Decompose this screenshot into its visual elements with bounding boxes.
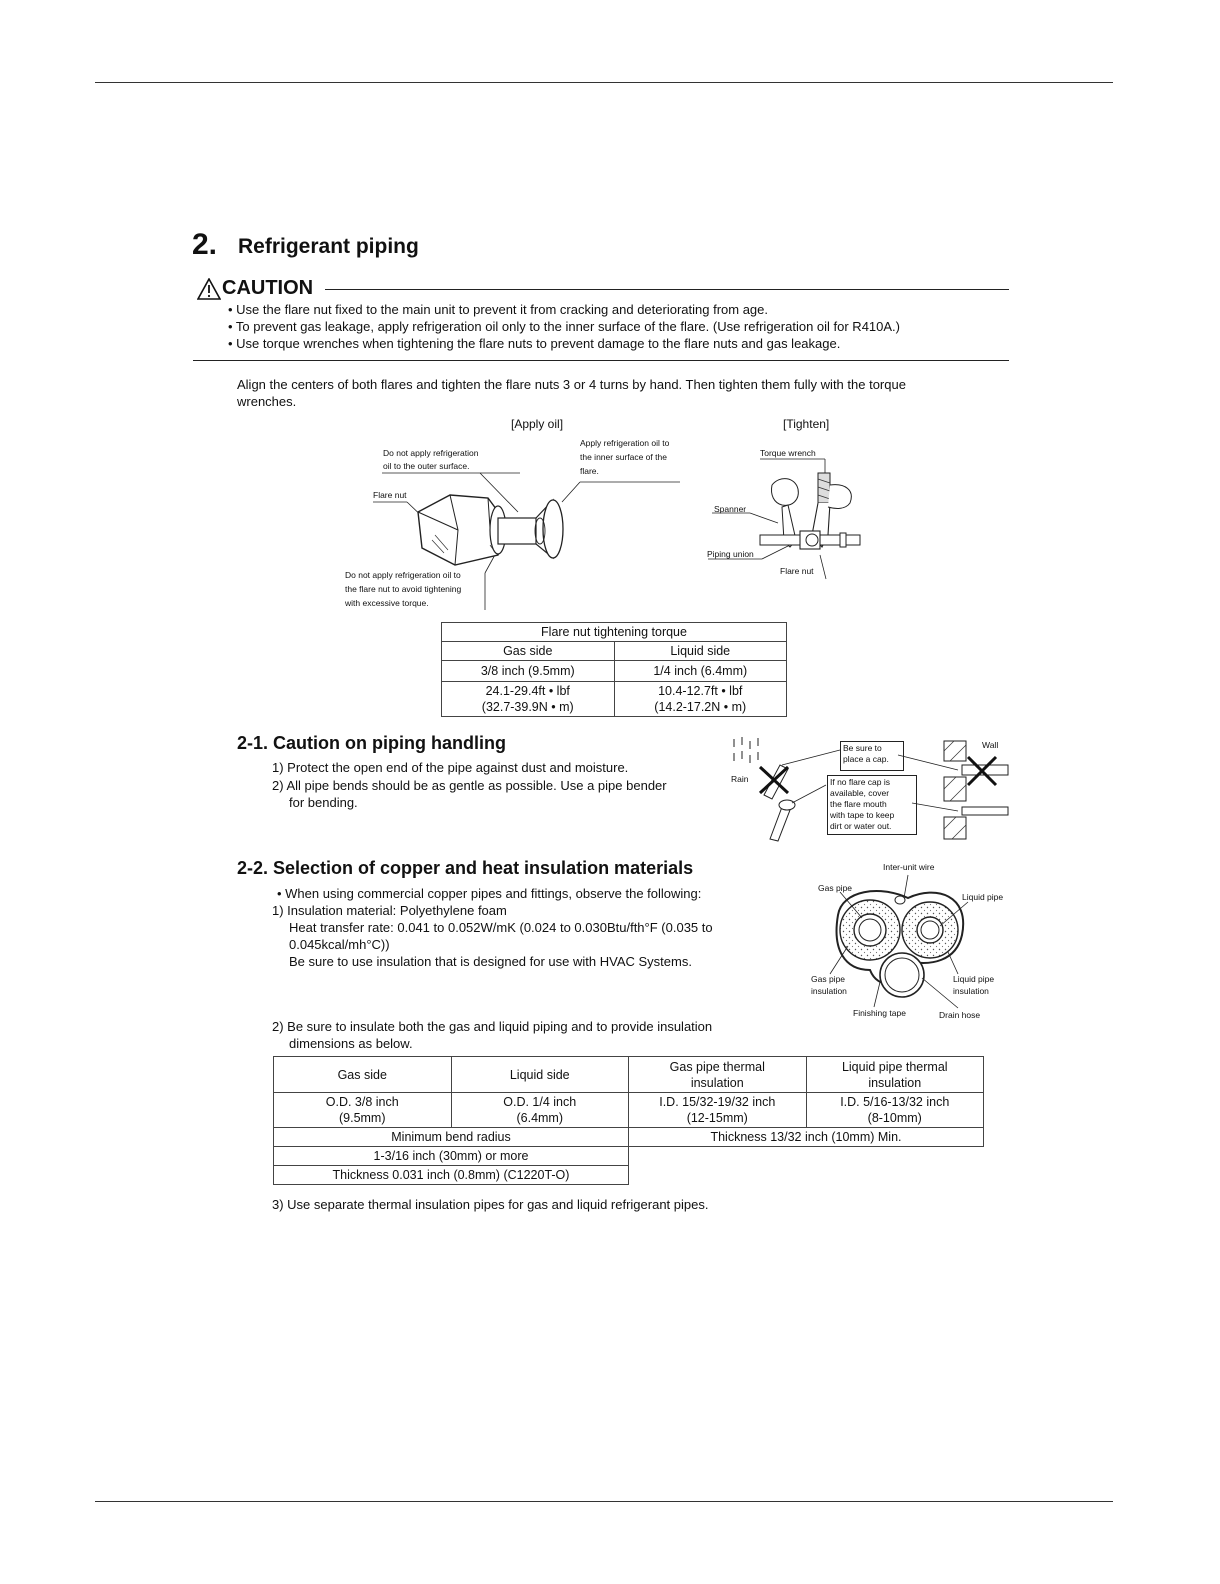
tighten-drawing <box>700 455 870 585</box>
section-title: Refrigerant piping <box>238 235 419 258</box>
ins-cell-line: O.D. 3/8 inch <box>325 1095 399 1109</box>
caution-rule <box>325 289 1009 290</box>
materials-bullet: • When using commercial copper pipes and fittings, observe the following: <box>277 886 702 901</box>
torque-value: 10.4-12.7ft • lbf <box>658 684 743 698</box>
materials-item-2-line-2: dimensions as below. <box>289 1036 413 1051</box>
tighten-heading: [Tighten] <box>783 417 830 431</box>
ins-cell-line: (12-15mm) <box>686 1111 748 1125</box>
fig-liquid-pipe: Liquid pipe <box>962 892 1004 902</box>
label-outer-1: Do not apply refrigeration <box>383 448 479 458</box>
fig-gas-pipe: Gas pipe <box>818 883 853 893</box>
ins-bend-value: 1-3/16 inch (30mm) or more <box>274 1147 629 1166</box>
ins-cell <box>806 1093 984 1128</box>
tape-callout-line: If no flare cap is <box>830 777 891 787</box>
insulation-table <box>273 1056 984 1185</box>
ins-header-line: Gas pipe thermal <box>669 1059 765 1074</box>
handling-item-2b: for bending. <box>289 795 358 810</box>
materials-item-3: 3) Use separate thermal insulation pipes for gas and liquid refrigerant pipes. <box>272 1197 709 1212</box>
materials-item-1-line-2: Heat transfer rate: 0.041 to 0.052W/mK (0.024 to 0.030Btu/fth°F (0.035 to <box>289 920 713 935</box>
ins-pipe-thickness: Thickness 0.031 inch (0.8mm) (C1220T-O) <box>274 1166 629 1185</box>
caution-bullet-1: • Use the flare nut fixed to the main unit to prevent it from cracking and deteriorating from age. <box>228 302 768 317</box>
label-nut-3: with excessive torque. <box>345 598 429 608</box>
ins-cell-line: I.D. 5/16-13/32 inch <box>840 1095 950 1109</box>
tape-callout-line: with tape to keep <box>830 810 895 820</box>
label-inner-1: Apply refrigeration oil to <box>580 438 670 448</box>
ins-cell-line: (6.4mm) <box>516 1111 564 1125</box>
intro-line-1: Align the centers of both flares and tighten the flare nuts 3 or 4 turns by hand. Then tighten them fully with the torque <box>237 377 906 392</box>
torque-header-liquid: Liquid side <box>614 642 787 661</box>
materials-title: 2-2. Selection of copper and heat insulation materials <box>237 858 694 878</box>
torque-cell <box>442 682 615 717</box>
ins-cell-line: O.D. 1/4 inch <box>503 1095 577 1109</box>
label-inner-2: the inner surface of the <box>580 452 667 462</box>
handling-item-2: 2) All pipe bends should be as gentle as possible. Use a pipe bender <box>272 778 667 793</box>
section-number: 2. <box>192 228 218 261</box>
ins-header-gas-insulation <box>629 1057 807 1093</box>
insulation-drawing <box>800 870 1000 1010</box>
tape-callout-line: the flare mouth <box>830 799 887 809</box>
tape-callout-line: available, cover <box>830 788 890 798</box>
label-outer-2: oil to the outer surface. <box>383 461 470 471</box>
ins-cell-line: I.D. 15/32-19/32 inch <box>659 1095 776 1109</box>
fig-inter-unit-wire: Inter-unit wire <box>883 862 935 872</box>
materials-item-1-line-4: Be sure to use insulation that is designed for use with HVAC Systems. <box>289 954 692 969</box>
ins-cell <box>274 1093 452 1128</box>
ins-header-line: Liquid pipe thermal <box>841 1059 948 1074</box>
torque-cell <box>614 682 787 717</box>
label-piping-union: Piping union <box>707 549 754 559</box>
caution-bottom-rule <box>193 360 1009 361</box>
torque-value: (32.7-39.9N • m) <box>481 700 574 714</box>
caution-bullet-3: • Use torque wrenches when tightening the flare nuts to prevent damage to the flare nuts and gas leakage. <box>228 336 841 351</box>
handling-drawing <box>730 735 1010 845</box>
caution-bullet-2: • To prevent gas leakage, apply refrigeration oil only to the inner surface of the flare. (Use refrigeration oil for R410A.) <box>228 319 901 334</box>
intro-line-2: wrenches. <box>237 394 297 409</box>
fig-finishing-tape: Finishing tape <box>853 1008 906 1018</box>
fig-liquid-insulation-2: insulation <box>953 986 989 996</box>
ins-header-line: insulation <box>690 1075 744 1090</box>
materials-item-1-line-3: 0.045kcal/mh°C)) <box>289 937 390 952</box>
label-nut-1: Do not apply refrigeration oil to <box>345 570 461 580</box>
flare-nut-drawing <box>340 440 690 615</box>
label-rain: Rain <box>731 774 749 784</box>
materials-item-2: 2) Be sure to insulate both the gas and liquid piping and to provide insulation <box>272 1019 713 1034</box>
torque-value: 24.1-29.4ft • lbf <box>485 684 570 698</box>
label-wall: Wall <box>982 740 999 750</box>
label-spanner: Spanner <box>714 504 747 514</box>
torque-table-title: Flare nut tightening torque <box>442 623 787 642</box>
handling-title: 2-1. Caution on piping handling <box>237 733 506 753</box>
cap-callout-line: place a cap. <box>843 754 889 764</box>
label-torque-wrench: Torque wrench <box>760 448 816 458</box>
materials-item-1: 1) Insulation material: Polyethylene foam <box>272 903 507 918</box>
apply-oil-heading: [Apply oil] <box>511 417 564 431</box>
ins-cell-line: (9.5mm) <box>338 1111 386 1125</box>
label-nut-2: the flare nut to avoid tightening <box>345 584 462 594</box>
label-inner-3: flare. <box>580 466 599 476</box>
cap-callout-line: Be sure to <box>843 743 882 753</box>
caution-label: CAUTION <box>222 277 314 299</box>
handling-item-1: 1) Protect the open end of the pipe against dust and moisture. <box>272 760 629 775</box>
ins-cell-line: (8-10mm) <box>867 1111 922 1125</box>
torque-value: (14.2-17.2N • m) <box>654 700 747 714</box>
ins-header-liquid-insulation <box>806 1057 984 1093</box>
torque-table <box>441 622 787 717</box>
ins-header-line: insulation <box>868 1075 922 1090</box>
ins-min-bend: Minimum bend radius <box>274 1128 629 1147</box>
ins-empty-cell <box>629 1147 984 1185</box>
ins-header-gas: Gas side <box>274 1057 452 1093</box>
torque-cell: 3/8 inch (9.5mm) <box>442 661 615 682</box>
tape-callout-line: dirt or water out. <box>830 821 892 831</box>
warning-icon <box>197 278 221 300</box>
fig-liquid-insulation-1: Liquid pipe <box>953 974 995 984</box>
label-tighten-flare-nut: Flare nut <box>780 566 814 576</box>
ins-cell <box>629 1093 807 1128</box>
fig-drain-hose: Drain hose <box>939 1010 981 1020</box>
torque-cell: 1/4 inch (6.4mm) <box>614 661 787 682</box>
ins-header-liquid: Liquid side <box>451 1057 629 1093</box>
fig-gas-insulation-2: insulation <box>811 986 847 996</box>
fig-gas-insulation-1: Gas pipe <box>811 974 846 984</box>
bottom-rule <box>95 1501 1113 1502</box>
ins-cell <box>451 1093 629 1128</box>
label-flare-nut: Flare nut <box>373 490 407 500</box>
top-rule <box>95 82 1113 83</box>
torque-header-gas: Gas side <box>442 642 615 661</box>
ins-thickness: Thickness 13/32 inch (10mm) Min. <box>629 1128 984 1147</box>
